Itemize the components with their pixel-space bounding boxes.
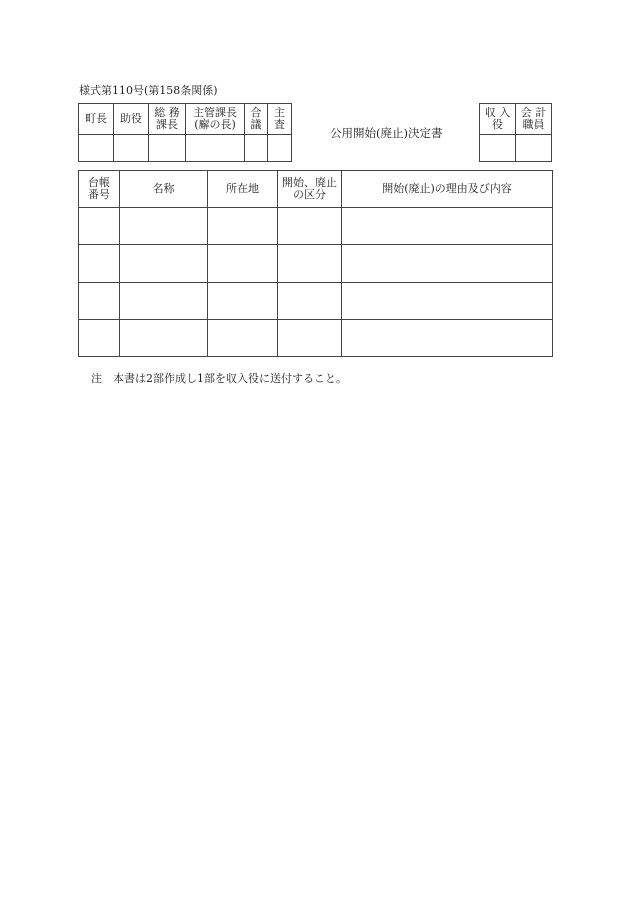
stamp-cell[interactable] <box>268 135 292 162</box>
document-title: 公用開始(廃止)決定書 <box>330 126 443 140</box>
table-cell[interactable] <box>79 208 120 245</box>
form-number: 様式第110号(第158条関係) <box>79 84 218 97</box>
header-cell: 収 入 役 <box>480 104 516 135</box>
table-cell[interactable] <box>278 208 342 245</box>
header-cell: 所在地 <box>208 171 278 208</box>
stamp-cell[interactable] <box>480 135 516 162</box>
table-cell[interactable] <box>278 282 342 319</box>
stamp-cell[interactable] <box>186 135 245 162</box>
table-cell[interactable] <box>120 208 208 245</box>
header-cell: 総 務 課長 <box>149 104 186 135</box>
header-cell: 会 計 職員 <box>516 104 552 135</box>
header-cell: 台帳 番号 <box>79 171 120 208</box>
table-cell[interactable] <box>342 208 553 245</box>
table-cell[interactable] <box>120 319 208 356</box>
stamp-cell[interactable] <box>114 135 149 162</box>
approval-table-left <box>78 103 292 162</box>
table-cell[interactable] <box>342 282 553 319</box>
table-row <box>79 208 553 245</box>
table-row <box>79 282 553 319</box>
stamp-cell[interactable] <box>516 135 552 162</box>
header-cell: 町長 <box>79 104 114 135</box>
table-cell[interactable] <box>79 245 120 282</box>
table-cell[interactable] <box>120 245 208 282</box>
table-cell[interactable] <box>208 245 278 282</box>
header-cell: 助役 <box>114 104 149 135</box>
table-cell[interactable] <box>208 319 278 356</box>
header-cell: 開始、廃止 の区分 <box>278 171 342 208</box>
table-row <box>79 319 553 356</box>
header-cell: 開始(廃止)の理由及び内容 <box>342 171 553 208</box>
header-cell: 名称 <box>120 171 208 208</box>
stamp-cell[interactable] <box>245 135 268 162</box>
table-row <box>79 245 553 282</box>
stamp-cell[interactable] <box>149 135 186 162</box>
table-cell[interactable] <box>342 245 553 282</box>
table-cell[interactable] <box>278 245 342 282</box>
table-cell[interactable] <box>342 319 553 356</box>
header-cell: 合 議 <box>245 104 268 135</box>
approval-table-right <box>479 103 552 162</box>
table-cell[interactable] <box>278 319 342 356</box>
table-cell[interactable] <box>120 282 208 319</box>
header-cell: 主管課長 (廨の長) <box>186 104 245 135</box>
note: 注 本書は2部作成し1部を収入役に送付すること。 <box>91 372 347 385</box>
table-cell[interactable] <box>79 319 120 356</box>
main-table <box>78 170 553 357</box>
table-cell[interactable] <box>208 208 278 245</box>
table-cell[interactable] <box>79 282 120 319</box>
stamp-cell[interactable] <box>79 135 114 162</box>
table-cell[interactable] <box>208 282 278 319</box>
header-cell: 主 査 <box>268 104 292 135</box>
